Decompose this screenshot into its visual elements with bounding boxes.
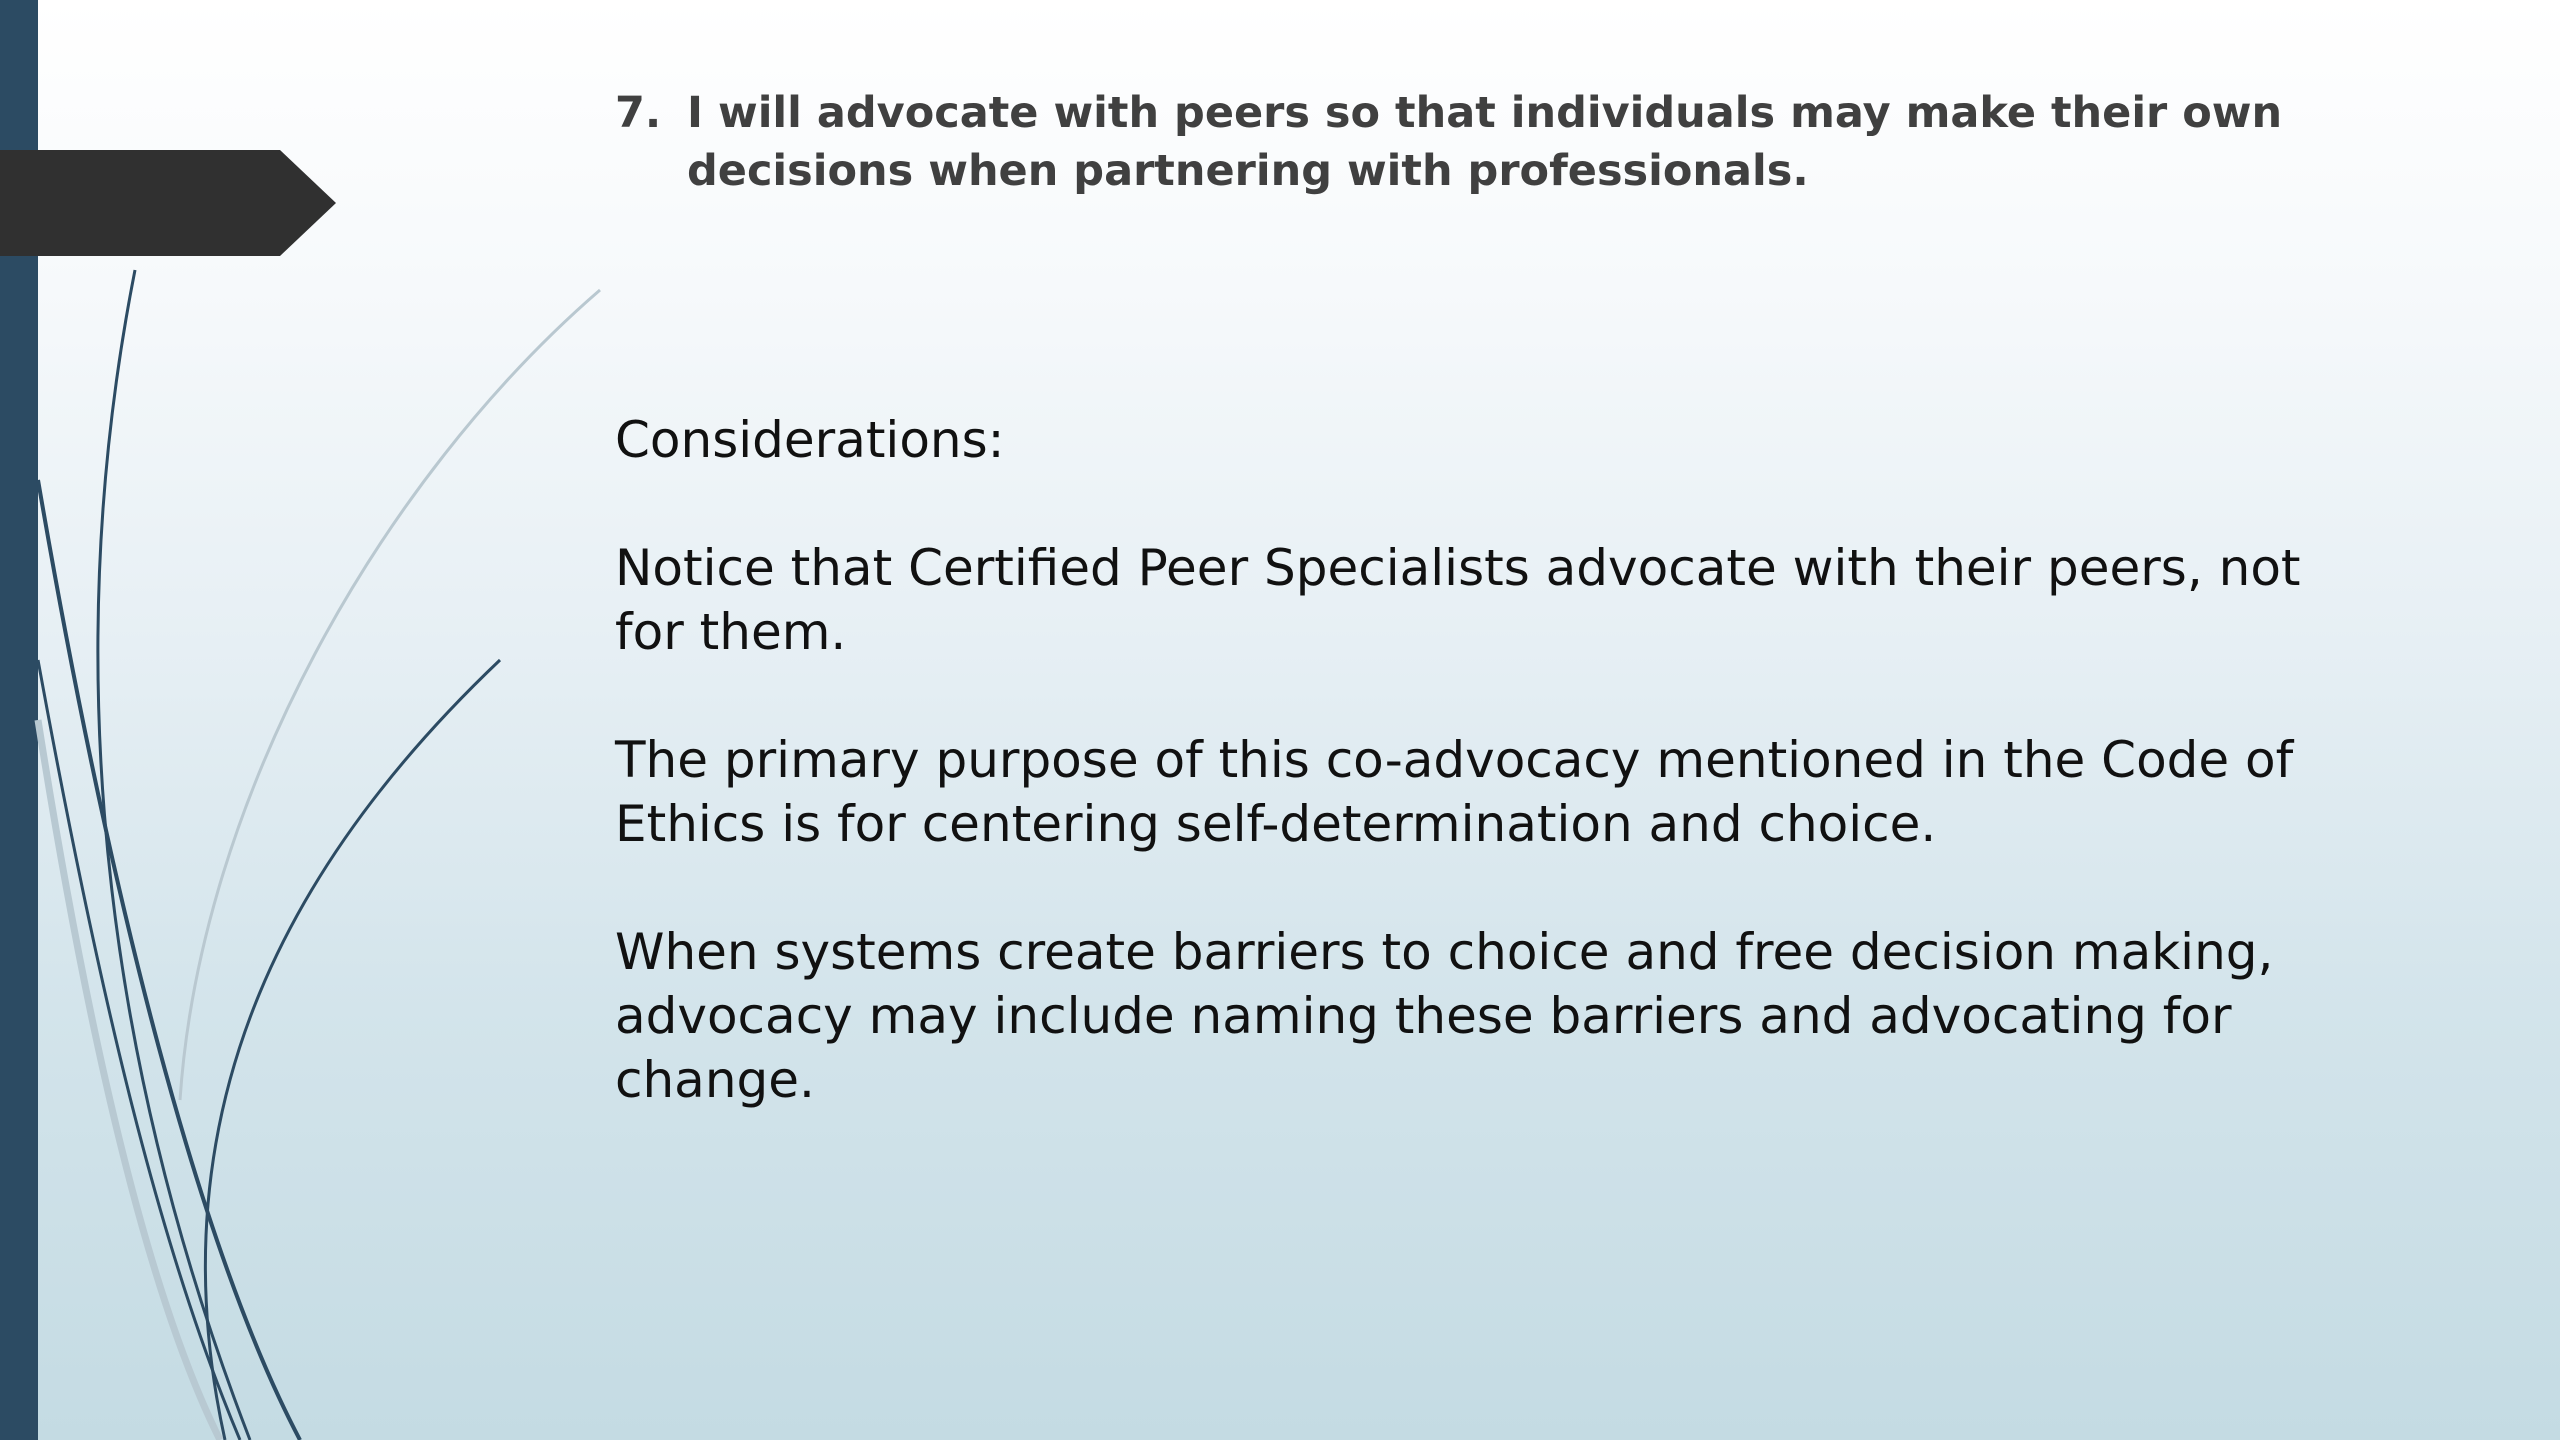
heading-number: 7.: [615, 88, 662, 138]
slide-body: [615, 408, 2375, 1176]
heading-text: I will advocate with peers so that individuals may make their own decisions when partnering with professionals.: [687, 88, 2283, 196]
paragraph-advocate-with: Notice that Certified Peer Specialists advocate with their peers, not for them.: [615, 539, 2301, 661]
slide-heading: [615, 84, 2315, 200]
considerations-label: Considerations:: [615, 411, 1005, 469]
arrow-tab-shape: [0, 150, 336, 256]
paragraph-co-advocacy-purpose: The primary purpose of this co-advocacy mentioned in the Code of Ethics is for centering self-determination and choice.: [615, 731, 2294, 853]
paragraph-systems-barriers: When systems create barriers to choice and free decision making, advocacy may include naming these barriers and advocating for change.: [615, 923, 2274, 1109]
